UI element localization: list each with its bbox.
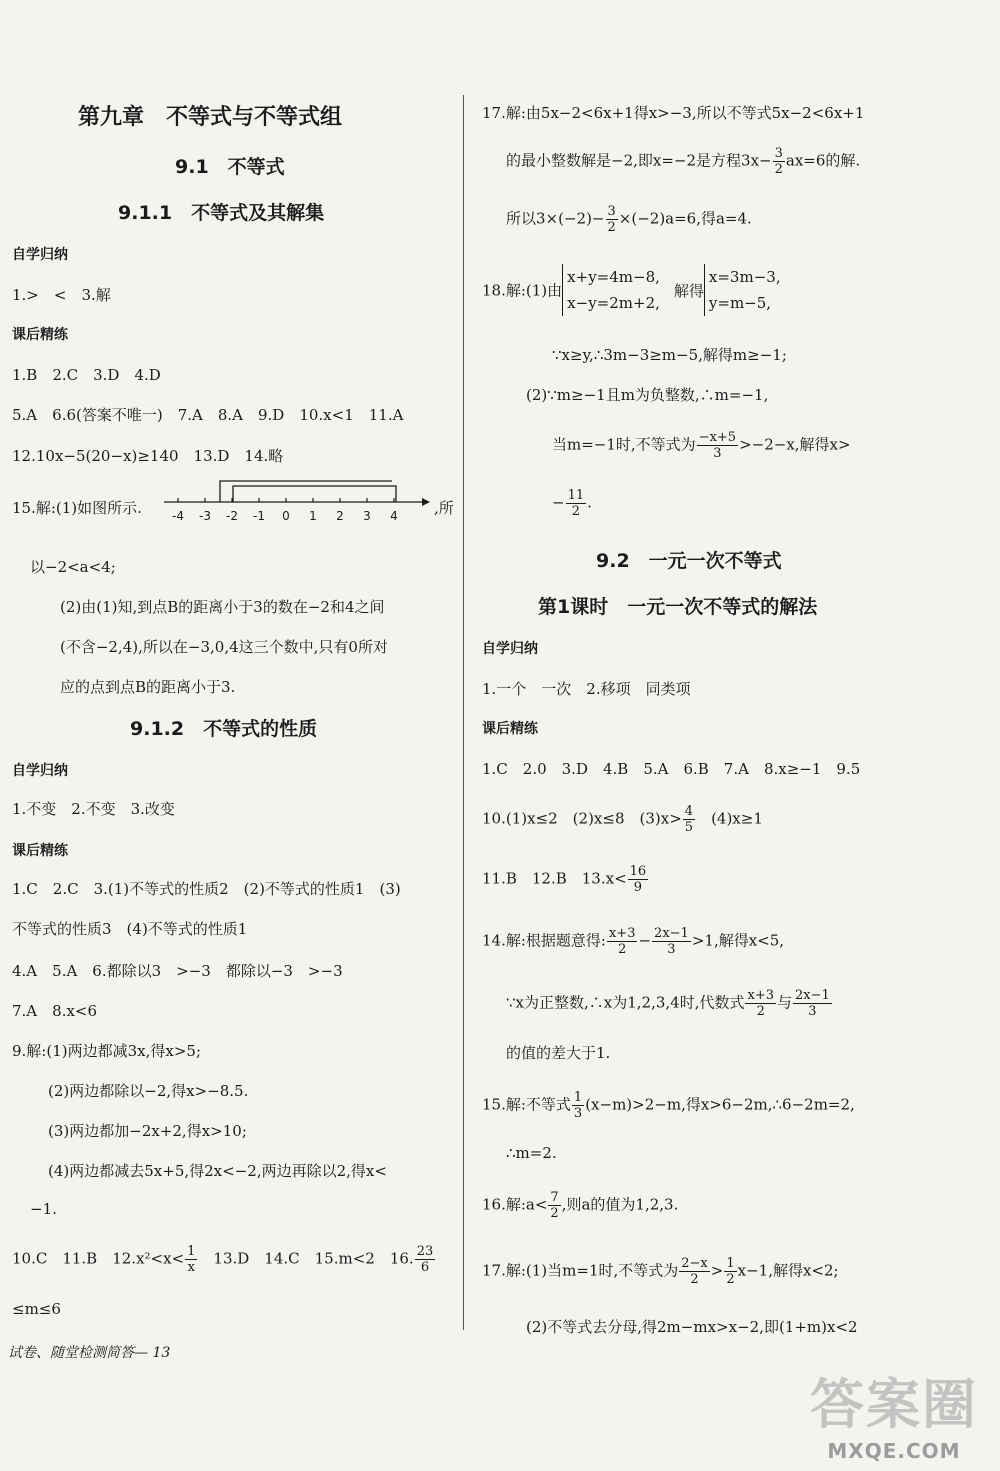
answer-line: 1.C 2.0 3.D 4.B 5.A 6.B 7.A 8.x≥−1 9.5	[482, 760, 861, 778]
question-18-text: − $\frac{11}{2}$ .	[552, 488, 592, 519]
question-14-text: 14.解:根据题意得: $\frac{x+3}{2}$ − $\frac{2x-1}{3}$ >1,解得x<5,	[482, 926, 785, 957]
question-15-right-text: ∴m=2.	[506, 1144, 557, 1162]
question-15-text: (2)由(1)知,到点B的距离小于3的数在−2和4之间	[60, 598, 385, 616]
answer-line: 4.A 5.A 6.都除以3 >−3 都除以−3 >−3	[12, 962, 343, 980]
question-17-text: 的最小整数解是−2,即x=−2是方程3x− $\frac{3}{2}$ ax=6的解.	[506, 146, 861, 177]
answer-line: 5.A 6.6(答案不唯一) 7.A 8.A 9.D 10.x<1 11.A	[12, 406, 404, 424]
question-15-text: (不含−2,4),所以在−3,0,4这三个数中,只有0所对	[60, 638, 388, 656]
question-17-text: 17.解:由5x−2<6x+1得x>−3,所以不等式5x−2<6x+1	[482, 104, 865, 122]
section-title-9-1-2: 9.1.2 不等式的性质	[130, 718, 318, 740]
answer-line: 1.一个 一次 2.移项 同类项	[482, 680, 691, 698]
question-18-text: 18.解:(1)由 x+y=4m−8, x−y=2m+2, 解得 x=3m−3, y=m−5,	[482, 264, 781, 316]
watermark-logo	[810, 1362, 978, 1463]
number-line-label: 2	[336, 509, 344, 523]
number-line-label: 4	[390, 509, 398, 523]
page-footer: 试卷、随堂检测简答— 13	[8, 1345, 171, 1361]
answer-line: 1.> < 3.解	[12, 286, 111, 304]
question-15-text: 应的点到点B的距离小于3.	[60, 678, 236, 696]
number-line-label: 1	[309, 509, 317, 523]
answer-line: 10.C 11.B 12.x²<x< $\frac{1}{x}$ 13.D 14.C 15.m<2 16. $\frac{23}{6}$	[12, 1244, 434, 1275]
solution-system: x=3m−3, y=m−5,	[704, 264, 781, 316]
question-18-text: 当m=−1时,不等式为 $\frac{-x+5}{3}$ >−2−x,解得x>	[552, 430, 851, 461]
question-15-text: 15.解:(1)如图所示.	[12, 499, 142, 517]
number-line-label: -3	[199, 509, 211, 523]
question-17-right-text: (2)不等式去分母,得2m−mx>x−2,即(1+m)x<2	[526, 1318, 858, 1336]
question-15-right-text: 15.解:不等式 $\frac{1}{3}$ (x−m)>2−m,得x>6−2m,∴6−2m=2,	[482, 1090, 855, 1121]
question-14-text: 的值的差大于1.	[506, 1044, 611, 1062]
watermark-main: 答案圈	[810, 1373, 978, 1436]
number-line-label: -4	[172, 509, 184, 523]
answer-line: 10.(1)x≤2 (2)x≤8 (3)x> $\frac{4}{5}$ (4)x≥1	[482, 804, 763, 835]
question-17-right-text: 17.解:(1)当m=1时,不等式为 $\frac{2-x}{2}$ > $\frac{1}{2}$ x−1,解得x<2;	[482, 1256, 839, 1287]
number-line-diagram	[160, 478, 430, 528]
answer-line: 11.B 12.B 13.x< $\frac{16}{9}$	[482, 864, 647, 895]
question-9-text: −1.	[30, 1200, 57, 1218]
lesson-title: 第1课时 一元一次不等式的解法	[538, 596, 818, 618]
answer-line: 1.不变 2.不变 3.改变	[12, 800, 175, 818]
chapter-title: 第九章 不等式与不等式组	[78, 105, 343, 130]
column-divider	[463, 95, 464, 1330]
question-9-text: (3)两边都加−2x+2,得x>10;	[48, 1122, 247, 1140]
section-label-kehou: 课后精练	[12, 327, 68, 343]
number-line-label: 0	[282, 509, 290, 523]
section-label-kehou: 课后精练	[12, 843, 68, 859]
section-title-9-2: 9.2 一元一次不等式	[596, 550, 782, 572]
number-line-label: -2	[226, 509, 238, 523]
section-label-zixue: 自学归纳	[12, 247, 68, 263]
answer-line: 1.B 2.C 3.D 4.D	[12, 366, 161, 384]
question-18-text: ∵x≥y,∴3m−3≥m−5,解得m≥−1;	[552, 346, 787, 364]
watermark-url: MXQE.COM	[827, 1439, 961, 1463]
question-18-text: (2)∵m≥−1且m为负整数,∴m=−1,	[526, 386, 769, 404]
question-15-text: 以−2<a<4;	[30, 558, 116, 576]
question-15-text: ,所	[434, 499, 454, 517]
question-9-text: (4)两边都减去5x+5,得2x<−2,两边再除以2,得x<	[48, 1162, 387, 1180]
answer-line: 12.10x−5(20−x)≥140 13.D 14.略	[12, 447, 284, 465]
question-9-text: (2)两边都除以−2,得x>−8.5.	[48, 1082, 249, 1100]
question-9-text: 9.解:(1)两边都减3x,得x>5;	[12, 1042, 202, 1060]
answer-line: ≤m≤6	[12, 1300, 61, 1318]
answer-line: 7.A 8.x<6	[12, 1002, 98, 1020]
section-title-9-1: 9.1 不等式	[175, 156, 285, 178]
section-label-kehou: 课后精练	[482, 721, 538, 737]
number-line-label: 3	[363, 509, 371, 523]
section-label-zixue: 自学归纳	[12, 763, 68, 779]
section-label-zixue: 自学归纳	[482, 641, 538, 657]
question-16-right-text: 16.解:a< $\frac{7}{2}$ ,则a的值为1,2,3.	[482, 1190, 679, 1221]
question-17-text: 所以3×(−2)− $\frac{3}{2}$ ×(−2)a=6,得a=4.	[506, 204, 752, 235]
section-title-9-1-1: 9.1.1 不等式及其解集	[118, 202, 325, 224]
equation-system: x+y=4m−8, x−y=2m+2,	[562, 264, 660, 316]
number-line-label: -1	[253, 509, 265, 523]
answer-line: 1.C 2.C 3.(1)不等式的性质2 (2)不等式的性质1 (3)	[12, 880, 401, 898]
question-14-text: ∵x为正整数,∴x为1,2,3,4时,代数式 $\frac{x+3}{2}$ 与 $\frac{2x-1}{3}$	[506, 988, 830, 1019]
answer-line: 不等式的性质3 (4)不等式的性质1	[12, 920, 248, 938]
